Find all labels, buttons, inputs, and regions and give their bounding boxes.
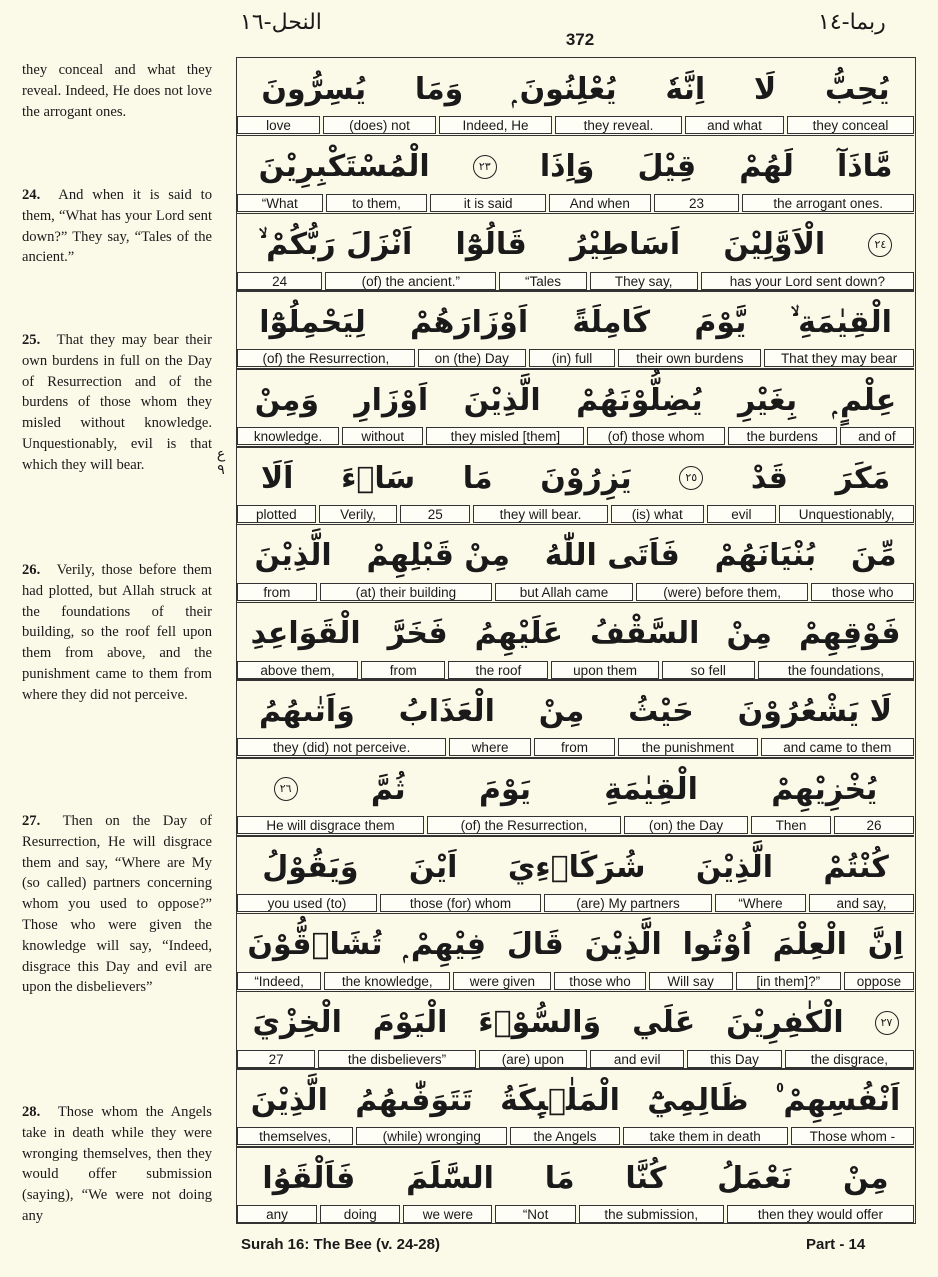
gloss-cell: (on) the Day	[624, 816, 748, 834]
gloss-cell: plotted	[237, 505, 316, 523]
arabic-word: الْمُسْتَكْبِرِيْنَ	[258, 149, 430, 185]
arabic-word: وَيَقُوْلُ	[262, 849, 359, 885]
gloss-cell: (of) those whom	[587, 427, 724, 445]
arabic-word: السَّلَمَ	[406, 1160, 494, 1196]
gloss-cell: Indeed, He	[439, 116, 552, 134]
translation-paragraph	[22, 811, 212, 998]
ayah-number-marker: ٢٦	[274, 777, 298, 801]
arabic-word: فَاَتَى اللّٰهُ	[544, 538, 680, 574]
gloss-cell: love	[237, 116, 320, 134]
arabic-word: وَاِذَا	[539, 149, 595, 185]
intro-paragraph	[22, 60, 212, 122]
arabic-word: اِنَّ	[867, 927, 904, 963]
header-juz-arabic: ربما-١٤	[818, 10, 886, 35]
arabic-line	[237, 605, 914, 663]
gloss-cell: (of) the Resurrection,	[237, 349, 415, 367]
gloss-cell: [in them]?”	[736, 972, 841, 990]
arabic-word: قَالَ	[506, 927, 564, 963]
gloss-cell: you used (to)	[237, 894, 377, 912]
arabic-word: يُخْزِيْهِمْ	[771, 771, 878, 807]
gloss-line	[237, 194, 914, 212]
header-surah-arabic: النحل-١٦	[240, 10, 322, 35]
arabic-word: فَوْقِهِمْ	[799, 616, 901, 652]
gloss-cell: the burdens	[728, 427, 837, 445]
arabic-word: عَلَي	[632, 1005, 696, 1041]
arabic-word: وَاَتٰىهُمُ	[258, 693, 355, 729]
arabic-word: مِنْ	[726, 616, 773, 652]
arabic-word: وَمَا	[414, 71, 464, 107]
arabic-word: مِنْ قَبْلِهِمْ	[366, 538, 510, 574]
translation-text: That they may bear their own burdens in full on the Day of Resurrection and of the burdens of those whom they misled without knowledge. Unquestionably, evil is that which they will bear.	[22, 332, 212, 473]
gloss-cell: and evil	[590, 1050, 684, 1068]
arabic-word: تُشَاۗقُّوْنَ	[247, 927, 383, 963]
gloss-cell: And when	[549, 194, 651, 212]
gloss-cell: (at) their building	[320, 583, 493, 601]
verse-number: 27.	[22, 813, 41, 829]
verse-number: 28.	[22, 1104, 41, 1120]
arabic-word: اِنَّهٗ	[665, 71, 706, 107]
row-divider	[237, 446, 914, 448]
arabic-word: وَمِنْ	[254, 382, 319, 418]
gloss-cell: Then	[751, 816, 831, 834]
gloss-cell: the disbelievers”	[318, 1050, 475, 1068]
gloss-cell: Unquestionably,	[779, 505, 914, 523]
arabic-word: مَا	[462, 460, 493, 496]
arabic-word: قَدْ	[750, 460, 788, 496]
gloss-cell: (does) not	[323, 116, 436, 134]
arabic-word: حَيْثُ	[628, 693, 694, 729]
ayah-number-marker: ٢٥	[679, 466, 703, 490]
arabic-word: فِيْهِمْ ۭ	[403, 927, 487, 963]
gloss-cell: “Tales	[499, 272, 586, 290]
gloss-cell: Will say	[649, 972, 733, 990]
arabic-word: شُرَكَاۗءِيَ	[507, 849, 646, 885]
arabic-word: الْقِيٰمَةِ ۙ	[790, 304, 892, 340]
arabic-word: اَنْزَلَ رَبُّكُمْ ۙ	[258, 227, 413, 263]
intro-text: they conceal and what they reveal. Indeed, He does not love the arrogant ones.	[22, 62, 212, 120]
arabic-word: الْقِيٰمَةِ	[604, 771, 698, 807]
arabic-word: تَتَوَفّٰىهُمُ	[355, 1082, 473, 1118]
gloss-verse-number: 26	[834, 816, 914, 834]
gloss-cell: the Angels	[510, 1127, 619, 1145]
gloss-cell: and what	[685, 116, 784, 134]
footer-surah: Surah 16: The Bee (v. 24-28)	[241, 1236, 440, 1253]
arabic-word: ظَالِمِيْٓ	[647, 1082, 749, 1118]
arabic-line	[237, 916, 914, 974]
gloss-line	[237, 583, 914, 601]
translation-paragraph	[22, 330, 212, 476]
gloss-cell: (of) the ancient.”	[325, 272, 496, 290]
arabic-line	[237, 60, 914, 118]
gloss-line	[237, 1050, 914, 1068]
arabic-word: سَاۗءَ	[341, 460, 416, 496]
arabic-word: كُنْتُمْ	[823, 849, 889, 885]
gloss-cell: take them in death	[623, 1127, 788, 1145]
gloss-cell: “Indeed,	[237, 972, 321, 990]
row-divider	[237, 213, 914, 215]
gloss-cell: knowledge.	[237, 427, 339, 445]
gloss-cell: it is said	[430, 194, 546, 212]
footer-part: Part - 14	[806, 1236, 866, 1253]
arabic-word: يُضِلُّوْنَهُمْ	[576, 382, 703, 418]
gloss-cell: Verily,	[319, 505, 398, 523]
arabic-word: يُعْلِنُونَ ۭ	[512, 71, 617, 107]
gloss-cell: from	[361, 661, 445, 679]
arabic-word: يَوْمَ	[478, 771, 532, 807]
gloss-cell: (is) what	[611, 505, 704, 523]
gloss-cell: the punishment	[618, 738, 757, 756]
arabic-word: يُحِبُّ	[824, 71, 890, 107]
gloss-cell: Those whom -	[791, 1127, 914, 1145]
arabic-word: فَاَلْقَوُا	[262, 1160, 356, 1196]
row-divider	[237, 679, 914, 681]
gloss-cell: but Allah came	[495, 583, 633, 601]
arabic-word: بُنْيَانَهُمْ	[714, 538, 817, 574]
gloss-cell: those who	[811, 583, 914, 601]
gloss-cell: to them,	[326, 194, 428, 212]
gloss-cell: and say,	[809, 894, 914, 912]
row-divider	[237, 913, 914, 915]
arabic-word: عَلَيْهِمُ	[474, 616, 563, 652]
gloss-cell: on (the) Day	[418, 349, 526, 367]
arabic-word: مَا	[544, 1160, 575, 1196]
translation-paragraph	[22, 560, 212, 706]
verse-number: 24.	[22, 187, 41, 203]
translation-text: Verily, those before them had plotted, but Allah struck at the foundations of their building, so the roof fell upon them from above, and the punishment came to them from where they did not perceive.	[22, 562, 212, 703]
gloss-cell: the knowledge,	[324, 972, 450, 990]
gloss-cell: and of	[840, 427, 914, 445]
gloss-cell: “Where	[715, 894, 806, 912]
row-divider	[237, 368, 914, 370]
gloss-cell: and came to them	[761, 738, 914, 756]
gloss-line	[237, 505, 914, 523]
arabic-word: الَّذِيْنَ	[254, 538, 332, 574]
arabic-word: بِغَيْرِ	[738, 382, 798, 418]
arabic-word: ثُمَّ	[370, 771, 406, 807]
gloss-cell: the arrogant ones.	[742, 194, 914, 212]
gloss-cell: themselves,	[237, 1127, 353, 1145]
gloss-cell: upon them	[551, 661, 658, 679]
translation-text: And when it is said to them, “What has your Lord sent down?” They say, “Tales of the ancient.”	[22, 187, 212, 266]
gloss-cell: the disgrace,	[785, 1050, 914, 1068]
gloss-cell: this Day	[687, 1050, 781, 1068]
arabic-line	[237, 371, 914, 429]
translation-paragraph	[22, 1102, 212, 1227]
gloss-cell: oppose	[844, 972, 914, 990]
arabic-line	[237, 216, 914, 274]
gloss-line	[237, 972, 914, 990]
gloss-cell: the roof	[448, 661, 548, 679]
gloss-cell: (were) before them,	[636, 583, 809, 601]
arabic-word: اُوْتُوا	[682, 927, 752, 963]
arabic-word: لَهُمْ	[739, 149, 794, 185]
arabic-word: الَّذِيْنَ	[250, 1082, 328, 1118]
gloss-cell: they (did) not perceive.	[237, 738, 446, 756]
gloss-verse-number: 24	[237, 272, 322, 290]
ruku-marker: ع ٩	[216, 446, 226, 478]
gloss-cell: they will bear.	[473, 505, 608, 523]
row-divider	[237, 602, 914, 604]
arabic-word: مِنْ	[843, 1160, 889, 1196]
translation-text: Those whom the Angels take in death while they were wronging themselves, then they would offer submission (saying), “We were not doing any	[22, 1104, 212, 1224]
arabic-word: كَامِلَةً	[572, 304, 651, 340]
arabic-line	[237, 138, 914, 196]
gloss-line	[237, 894, 914, 912]
gloss-line	[237, 1205, 914, 1223]
arabic-word: الْقَوَاعِدِ	[250, 616, 361, 652]
row-divider	[237, 757, 914, 759]
arabic-word: يُسِرُّونَ	[261, 71, 367, 107]
row-divider	[237, 524, 914, 526]
gloss-line	[237, 738, 914, 756]
gloss-cell: where	[449, 738, 530, 756]
gloss-verse-number: 27	[237, 1050, 315, 1068]
arabic-word: الْعِلْمَ	[772, 927, 847, 963]
gloss-verse-number: 23	[654, 194, 740, 212]
ayah-number-marker: ٢٤	[868, 233, 892, 257]
arabic-line	[237, 994, 914, 1052]
gloss-line	[237, 272, 914, 290]
arabic-word: يَزِرُوْنَ	[540, 460, 632, 496]
arabic-line	[237, 527, 914, 585]
gloss-verse-number: 25	[400, 505, 470, 523]
arabic-word: نَعْمَلُ	[717, 1160, 793, 1196]
ayah-number-marker: ٢٧	[875, 1011, 899, 1035]
gloss-cell: without	[342, 427, 423, 445]
gloss-cell: evil	[707, 505, 777, 523]
gloss-cell: those who	[554, 972, 645, 990]
arabic-word: كُنَّا	[625, 1160, 667, 1196]
row-divider	[237, 1146, 914, 1148]
gloss-cell: so fell	[662, 661, 755, 679]
gloss-cell: we were	[403, 1205, 492, 1223]
arabic-word: اَوْزَارَهُمْ	[410, 304, 529, 340]
gloss-cell: any	[237, 1205, 317, 1223]
arabic-word: اَنْفُسِهِمْ ۠	[775, 1082, 901, 1118]
arabic-word: لَا	[753, 71, 777, 107]
gloss-line	[237, 1127, 914, 1145]
arabic-word: الَّذِيْنَ	[463, 382, 541, 418]
gloss-cell: (in) full	[529, 349, 616, 367]
ayah-number-marker: ٢٣	[473, 155, 497, 179]
arabic-word: الَّذِيْنَ	[584, 927, 662, 963]
row-divider	[237, 835, 914, 837]
arabic-word: السَّقْفُ	[590, 616, 700, 652]
row-divider	[237, 135, 914, 137]
arabic-word: الْمَلٰۗىِٕكَةُ	[500, 1082, 620, 1118]
arabic-word: لَا يَشْعُرُوْنَ	[737, 693, 893, 729]
arabic-word: مِّنَ	[851, 538, 897, 574]
gloss-cell: (of) the Resurrection,	[427, 816, 621, 834]
arabic-word: لِيَحْمِلُوْٓا	[259, 304, 366, 340]
gloss-cell: from	[534, 738, 615, 756]
gloss-cell: they reveal.	[555, 116, 682, 134]
gloss-cell: “Not	[495, 1205, 575, 1223]
gloss-cell: the foundations,	[758, 661, 914, 679]
arabic-line	[237, 449, 914, 507]
arabic-line	[237, 293, 914, 351]
gloss-cell: “What	[237, 194, 323, 212]
gloss-cell: He will disgrace them	[237, 816, 424, 834]
arabic-word: الْعَذَابُ	[398, 693, 495, 729]
word-by-word-grid	[236, 57, 916, 1224]
gloss-cell: those (for) whom	[380, 894, 541, 912]
row-divider	[237, 991, 914, 993]
arabic-word: عِلْمٍ ۭ	[832, 382, 897, 418]
arabic-word: الْاَوَّلِيْنَ	[723, 227, 826, 263]
gloss-cell: were given	[453, 972, 551, 990]
arabic-word: وَالسُّوْۗءَ	[478, 1005, 602, 1041]
arabic-word: اَلَا	[260, 460, 294, 496]
gloss-cell: doing	[320, 1205, 400, 1223]
arabic-line	[237, 1071, 914, 1129]
arabic-word: اَيْنَ	[408, 849, 458, 885]
gloss-line	[237, 349, 914, 367]
page-number: 372	[565, 30, 595, 49]
arabic-word: مَكَرَ	[835, 460, 891, 496]
translation-paragraph	[22, 185, 212, 268]
arabic-word: الْيَوْمَ	[372, 1005, 448, 1041]
arabic-word: قَالُوْٓا	[455, 227, 527, 263]
arabic-line	[237, 838, 914, 896]
verse-number: 25.	[22, 332, 41, 348]
arabic-word: الَّذِيْنَ	[695, 849, 774, 885]
row-divider	[237, 1068, 914, 1070]
gloss-line	[237, 816, 914, 834]
gloss-cell: (are) My partners	[544, 894, 712, 912]
row-divider	[237, 290, 914, 292]
gloss-cell: They say,	[590, 272, 698, 290]
arabic-word: الْخِزْيَ	[252, 1005, 342, 1041]
gloss-cell: from	[237, 583, 317, 601]
arabic-word: يَّوْمَ	[694, 304, 747, 340]
arabic-word: مِنْ	[538, 693, 585, 729]
arabic-word: اَسَاطِيْرُ	[570, 227, 681, 263]
gloss-cell: they conceal	[787, 116, 914, 134]
arabic-line	[237, 1149, 914, 1207]
arabic-word: اَوْزَارِ	[354, 382, 429, 418]
gloss-cell: That they may bear	[764, 349, 914, 367]
gloss-cell: the submission,	[579, 1205, 724, 1223]
gloss-cell: their own burdens	[618, 349, 761, 367]
gloss-cell: (are) upon	[479, 1050, 587, 1068]
arabic-word: الْكٰفِرِيْنَ	[726, 1005, 844, 1041]
gloss-line	[237, 427, 914, 445]
gloss-line	[237, 116, 914, 134]
verse-number: 26.	[22, 562, 41, 578]
gloss-cell: then they would offer	[727, 1205, 914, 1223]
gloss-cell: they misled [them]	[426, 427, 584, 445]
arabic-line	[237, 760, 914, 818]
arabic-line	[237, 682, 914, 740]
gloss-cell: (while) wronging	[356, 1127, 507, 1145]
arabic-word: مَّاذَآ	[836, 149, 893, 185]
gloss-cell: above them,	[237, 661, 358, 679]
arabic-word: قِيْلَ	[637, 149, 697, 185]
gloss-line	[237, 661, 914, 679]
translation-text: Then on the Day of Resurrection, He will disgrace them and say, “Where are My (so called) partners concerning whom you used to oppose?” Those who were given the knowledge will say, “Indeed, disgrace this Day and evil are upon the disbelievers”	[22, 813, 212, 996]
gloss-cell: has your Lord sent down?	[701, 272, 914, 290]
arabic-word: فَخَرَّ	[387, 616, 448, 652]
